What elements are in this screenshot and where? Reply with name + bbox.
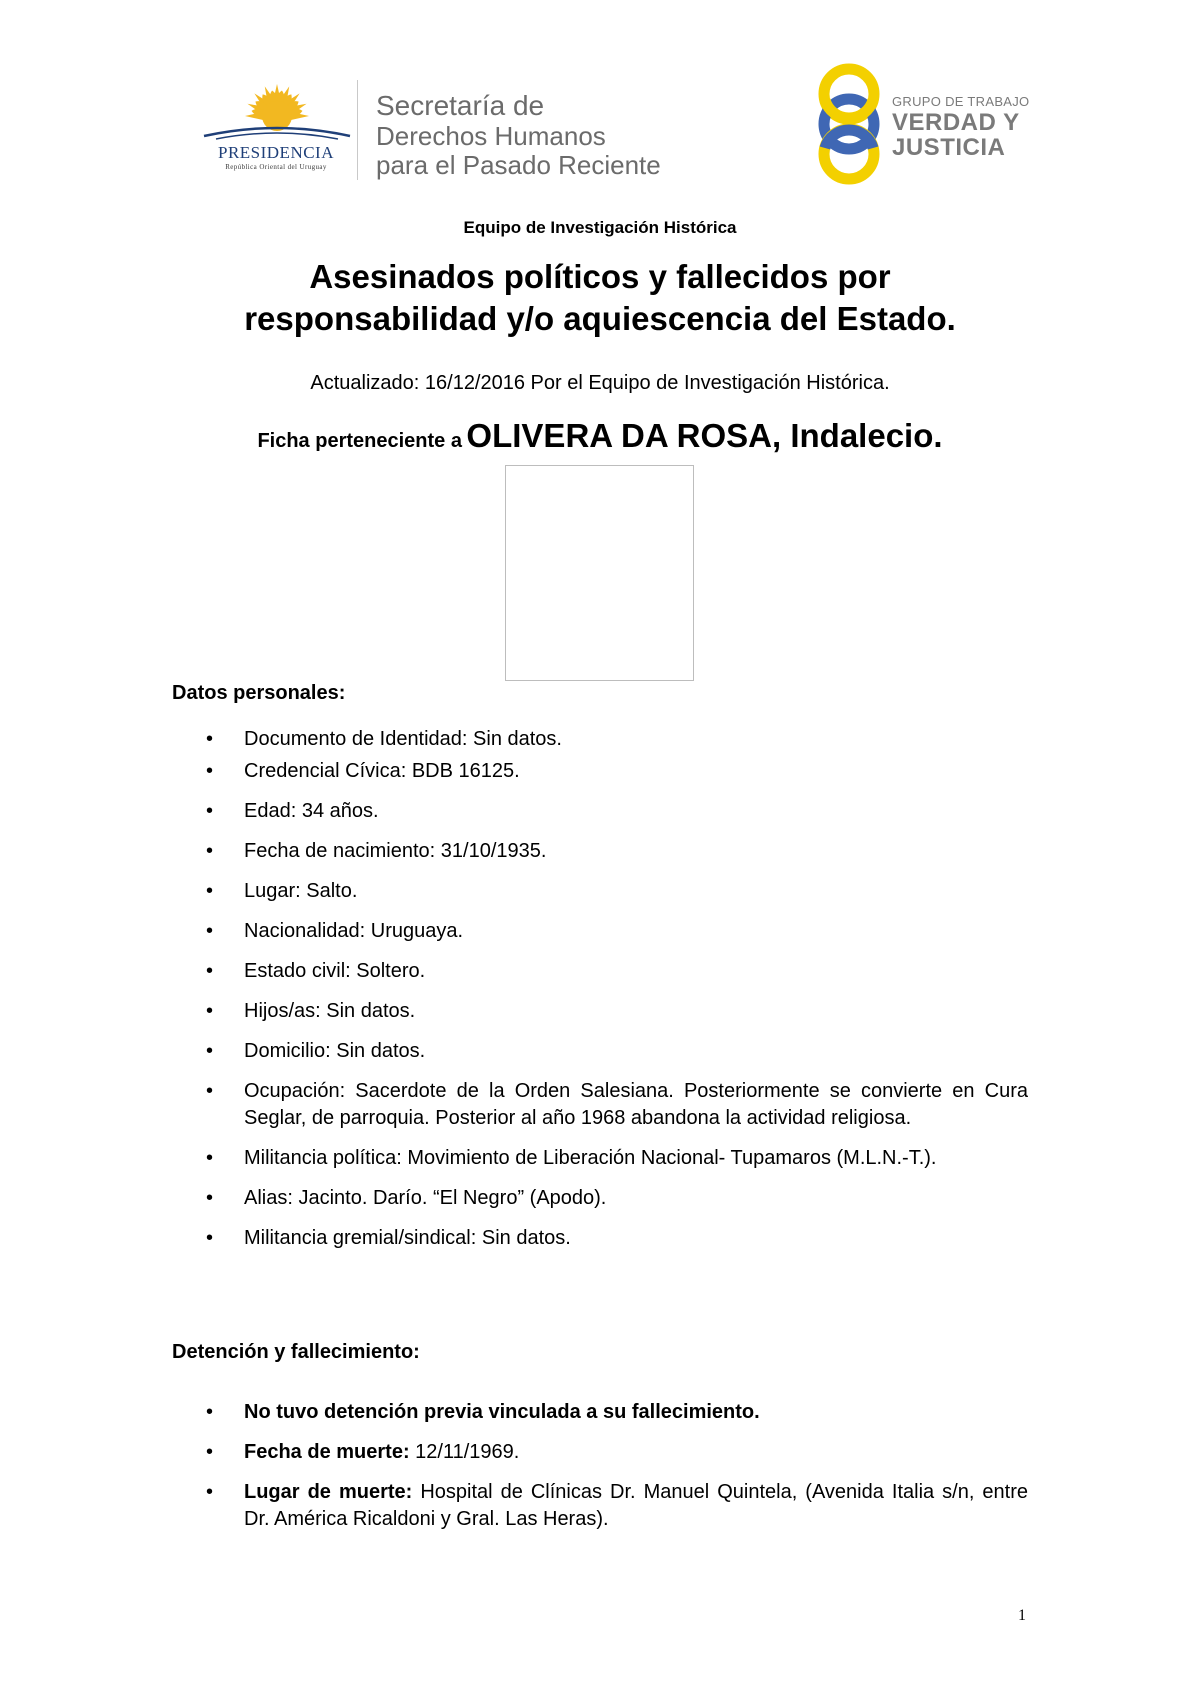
- list-item: • Nacionalidad: Uruguaya.: [206, 918, 1028, 945]
- bullet-icon: •: [206, 1147, 214, 1169]
- verdad-justicia-rings-logo: [812, 62, 887, 186]
- bullet-icon: •: [206, 1040, 214, 1062]
- list-item: • Alias: Jacinto. Darío. “El Negro” (Apodo).: [206, 1185, 1028, 1212]
- title-line-1: Asesinados políticos y fallecidos por: [309, 258, 891, 295]
- bullet-icon: •: [206, 800, 214, 822]
- list-item: • Militancia gremial/sindical: Sin datos.: [206, 1225, 1028, 1252]
- presidencia-name: PRESIDENCIA: [217, 143, 334, 162]
- list-item: • Estado civil: Soltero.: [206, 958, 1028, 985]
- list-item: • No tuvo detención previa vinculada a su fallecimiento.: [206, 1399, 1028, 1426]
- list-item: • Ocupación: Sacerdote de la Orden Salesiana. Posteriormente se convierte en Cura Seglar, de parroquia. Posterior al año 1968 abandona la actividad religiosa.: [206, 1080, 1028, 1129]
- title-line-2: responsabilidad y/o aquiescencia del Estado.: [244, 300, 956, 337]
- bullet-icon: •: [206, 920, 214, 942]
- list-item: • Hijos/as: Sin datos.: [206, 998, 1028, 1025]
- bullet-icon: •: [206, 880, 214, 902]
- verdad-justicia-text: [892, 95, 1029, 160]
- bullet-icon: •: [206, 728, 214, 750]
- bullet-icon: •: [206, 1401, 214, 1423]
- record-name: OLIVERA DA ROSA, Indalecio.: [466, 417, 943, 454]
- bullet-icon: •: [206, 760, 214, 782]
- secretaria-line2: Derechos Humanos: [376, 121, 606, 151]
- team-heading: Equipo de Investigación Histórica: [463, 218, 737, 237]
- bullet-icon: •: [206, 1000, 214, 1022]
- detention-death-heading: Detención y fallecimiento:: [172, 1341, 420, 1363]
- list-item: • Lugar de muerte: Hospital de Clínicas Dr. Manuel Quintela, (Avenida Italia s/n, entre Dr. América Ricaldoni y Gral. Las Heras).: [206, 1481, 1029, 1530]
- grupo-line3: JUSTICIA: [892, 134, 1006, 161]
- grupo-line2: VERDAD Y: [892, 109, 1020, 136]
- list-item: • Domicilio: Sin datos.: [206, 1038, 1028, 1065]
- bullet-icon: •: [206, 1227, 214, 1249]
- bullet-icon: •: [206, 1441, 214, 1463]
- presidencia-subtitle: República Oriental del Uruguay: [225, 163, 327, 171]
- bullet-icon: •: [206, 1481, 214, 1503]
- photo-placeholder: [505, 465, 694, 681]
- bullet-icon: •: [206, 840, 214, 862]
- detention-death-list: [206, 1399, 1028, 1533]
- bullet-icon: •: [206, 1080, 214, 1102]
- list-item: • Edad: 34 años.: [206, 798, 1028, 825]
- bullet-icon: •: [206, 960, 214, 982]
- logo-divider: [357, 80, 358, 180]
- secretaria-line1: Secretaría de: [376, 90, 545, 121]
- list-item: • Militancia política: Movimiento de Liberación Nacional- Tupamaros (M.L.N.-T.).: [206, 1145, 1028, 1172]
- updated-line: Actualizado: 16/12/2016 Por el Equipo de Investigación Histórica.: [310, 372, 890, 394]
- list-item: • Documento de Identidad: Sin datos.: [206, 726, 1028, 753]
- record-owner-line: [150, 417, 1050, 455]
- bullet-icon: •: [206, 1187, 214, 1209]
- list-item: • Fecha de muerte: 12/11/1969.: [206, 1439, 1028, 1466]
- record-prefix: Ficha perteneciente a: [257, 430, 462, 452]
- personal-data-list: [206, 726, 1028, 1252]
- list-item: • Fecha de nacimiento: 31/10/1935.: [206, 838, 1028, 865]
- list-item: • Lugar: Salto.: [206, 878, 1028, 905]
- page-number: 1: [1018, 1607, 1026, 1624]
- grupo-line1: GRUPO DE TRABAJO: [892, 94, 1030, 109]
- list-item: • Credencial Cívica: BDB 16125.: [206, 758, 1028, 785]
- secretaria-line3: para el Pasado Reciente: [376, 150, 661, 180]
- secretaria-logo-text: [376, 92, 661, 178]
- document-title: [150, 256, 1050, 340]
- personal-data-heading: Datos personales:: [172, 682, 346, 704]
